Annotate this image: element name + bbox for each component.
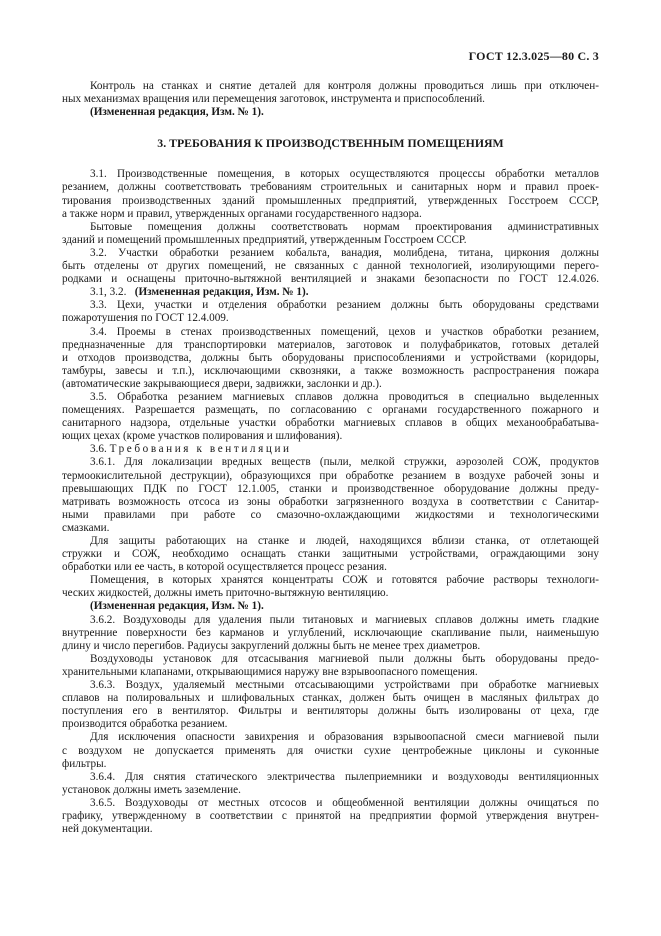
text-line: ными правилами при работе со смазочно-охлаждающими жидкостями и технологическими xyxy=(62,508,599,521)
text-line: пожаротушения по ГОСТ 12.4.009. xyxy=(62,312,229,325)
text-line: 3.3. Цехи, участки и отделения обработки резанием должны быть оборудованы средствами xyxy=(90,299,599,312)
text-line: Контроль на станках и снятие деталей для контроля должны проводиться лишь при отключен- xyxy=(90,80,599,92)
amendment-note: (Измененная редакция, Изм. № 1). xyxy=(90,600,264,613)
text-line: длину и число перегибов. Радиусы закруглений должны быть не менее трех диаметров. xyxy=(62,639,481,652)
text-line: 3.4. Проемы в стенах производственных помещений, цехов и участков обработки резанием, xyxy=(90,325,599,338)
text-line: поступления его в вентилятор. Фильтры и вентиляторы должны быть изолированы от цеха, где xyxy=(62,705,599,718)
text-line: 3.6.2. Воздуховоды для удаления пыли титановых и магниевых сплавов должны иметь гладкие xyxy=(90,613,599,626)
text-line: 3.6.5. Воздуховоды от местных отсосов и общеобменной вентиляции должны очищаться по xyxy=(90,796,599,809)
text-line: резанием, должны соответствовать требованиям строительных и санитарных норм и правил проек- xyxy=(62,181,599,194)
text-line: зданий и помещений промышленных предприятий, утвержденным Госстроем СССР. xyxy=(62,233,467,246)
text-line: графику, утвержденному в соответствии с принятой на предприятии формой утверждения внутрен- xyxy=(62,809,599,822)
document-body xyxy=(62,80,599,836)
text-line: предназначенные для транспортировки материалов, заготовок и полуфабрикатов, готовых деталей xyxy=(62,338,599,351)
text-line: обработки или ее часть, в которой осуществляется процесс резания. xyxy=(62,561,387,574)
text-line: 3.2. Участки обработки резанием кобальта, ванадия, молибдена, титана, циркония должны xyxy=(90,246,599,259)
text-line: сплавов на полировальных и шлифовальных станках, должен быть очищен в масляных фильтрах до xyxy=(62,692,599,705)
text-line: матривать возможность отсоса из зоны обработки загрязненного воздуха в соответствии с Санитар- xyxy=(62,495,599,508)
clause-ref: 3.1, 3.2. xyxy=(90,286,127,299)
text-line: 3.6.3. Воздух, удаляемый местными отсасывающими устройствами при обработке магниевых xyxy=(90,679,599,692)
text-line: 3.6.4. Для снятия статического электричества пылеприемники и воздуховоды вентиляционных xyxy=(90,770,599,783)
text-line: тирования производственных зданий промышленных предприятий, утвержденных Госстроем СССР, xyxy=(62,194,599,207)
amendment-note: (Измененная редакция, Изм. № 1). xyxy=(134,286,309,299)
text-line: смазками. xyxy=(62,521,110,534)
text-line: установок должны иметь заземление. xyxy=(62,783,241,796)
text-line: Воздуховоды установок для отсасывания магниевой пыли должны быть оборудованы предо- xyxy=(90,652,599,665)
page-header: ГОСТ 12.3.025—80 С. 3 xyxy=(468,49,599,63)
text-line: термоокислительной деструкции), образующихся при обработке резанием в воздухе рабочей зоны и xyxy=(62,469,599,482)
text-line: помещениях. Разрешается размещать, по согласованию с органами государственного пожарного и xyxy=(62,404,599,417)
text-line: родками и оснащены приточно-вытяжной вентиляцией и знаками безопасности по ГОСТ 12.4.026. xyxy=(62,273,599,286)
text-line: санитарного надзора, отдельные участки обработки магниевых сплавов в общих механообрабатыва- xyxy=(62,417,599,430)
text-line: Бытовые помещения должны соответствовать нормам проектирования административных xyxy=(90,220,599,233)
text-line: 3.1. Производственные помещения, в которых осуществляются процессы обработки металлов xyxy=(90,168,599,181)
text-line: превышающих ПДК по ГОСТ 12.1.005, станки и производственное оборудование должны преду- xyxy=(62,482,599,495)
text-line: производится обработка резанием. xyxy=(62,718,228,731)
text-line: и отходов производства, должны быть оборудованы приспособлениями и устройствами (коридоры, xyxy=(62,351,599,364)
text-line: быть отделены от других помещений, не связанных с данной технологией, изолирующими перего- xyxy=(62,260,599,273)
text-line: стружки и СОЖ, необходимо оснащать станки защитными устройствами, ограждающими зону xyxy=(62,548,599,561)
text-line: внутренние поверхности без карманов и углублений, исключающие скапливание пыли, наименьшую xyxy=(62,626,599,639)
text-line: ющих цехах (кроме участков полирования и шлифования). xyxy=(62,430,343,443)
text-line: тамбуры, завесы и т.п.), исключающими сквозняки, а также возможность распространения пожара xyxy=(62,364,599,377)
subsection-title xyxy=(62,443,599,456)
text-line: с воздухом не допускается применять для очистки сухие центробежные циклоны и суконные xyxy=(62,744,599,757)
text-line: ней документации. xyxy=(62,823,153,836)
text-line: Для защиты работающих на станке и людей, находящихся вблизи станка, от отлетающей xyxy=(90,535,599,547)
text-line: фильтры. xyxy=(62,757,107,770)
clause-ref: 3.6. xyxy=(90,443,107,456)
subsection-label: Требования к вентиляции xyxy=(109,443,292,456)
text-line: 3.6.1. Для локализации вредных веществ (пыли, мелкой стружки, аэрозолей СОЖ, продуктов xyxy=(90,456,599,469)
text-line: хранительными клапанами, открывающимися наружу вне взрывоопасного помещения. xyxy=(62,665,478,678)
amendment-note: (Измененная редакция, Изм. № 1). xyxy=(90,106,264,119)
text-line: Для исключения опасности завихрения и образования взрывоопасной смеси магниевой пыли xyxy=(90,731,599,744)
text-line xyxy=(62,286,599,299)
text-line: (автоматические закрывающиеся двери, задвижки, заслонки и др.). xyxy=(62,377,382,390)
text-line: ческих жидкостей, должны иметь приточно-вытяжную вентиляцию. xyxy=(62,587,389,600)
text-line: Помещения, в которых хранятся концентраты СОЖ и готовятся рабочие растворы технологи- xyxy=(90,574,599,587)
text-line: 3.5. Обработка резанием магниевых сплавов должна проводиться в специально выделенных xyxy=(90,390,599,403)
text-line: ных механизмах вращения или перемещения заготовок, инструмента и приспособлений. xyxy=(62,93,485,106)
text-line: а также норм и правил, утвержденных органами государственного надзора. xyxy=(62,207,422,220)
section-heading: 3. ТРЕБОВАНИЯ К ПРОИЗВОДСТВЕННЫМ ПОМЕЩЕНИЯМ xyxy=(157,136,504,151)
